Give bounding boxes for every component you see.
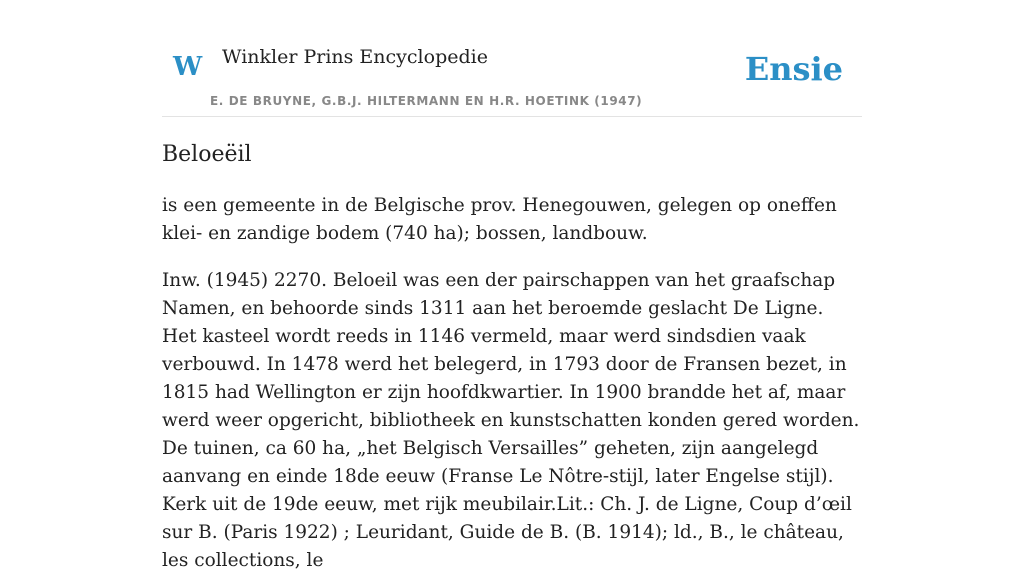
article-paragraph: is een gemeente in de Belgische prov. Henegouwen, gelegen op oneffen klei- en zandige bodem (740 ha); bossen, landbouw. [162, 195, 837, 244]
authors-line: E. DE BRUYNE, G.B.J. HILTERMANN EN H.R. HOETINK (1947) [210, 94, 643, 108]
header [162, 0, 862, 117]
article-title: Beloeëil [162, 142, 252, 167]
article-paragraph: Inw. (1945) 2270. Beloeil was een der pairschappen van het graafschap Namen, en behoorde sinds 1311 aan het beroemde geslacht De Ligne. Het kasteel wordt reeds in 1146 vermeld, maar werd sindsdien vaak verbouwd. In 1478 werd het belegerd, in 1793 door de Fransen bezet, in 1815 had Wellington er zijn hoofdkwartier. In 1900 brandde het af, maar werd weer opgericht, bibliotheek en kunstschatten konden gered worden. De tuinen, ca 60 ha, „het Belgisch Versailles” geheten, zijn aangelegd aanvang en einde 18de eeuw (Franse Le Nôtre-stijl, later Engelse stijl). Kerk uit de 19de eeuw, met rijk meubilair.Lit.: Ch. J. de Ligne, Coup d’œil sur B. (Paris 1922) ; Leuridant, Guide de B. (B. 1914); ld., B., le château, les collections, le [162, 270, 860, 571]
article [162, 140, 862, 575]
work-title[interactable]: Winkler Prins Encyclopedie [222, 46, 488, 68]
ensie-logo-link[interactable]: Ensie [744, 50, 843, 88]
winkler-prins-logo[interactable]: W [173, 52, 203, 82]
